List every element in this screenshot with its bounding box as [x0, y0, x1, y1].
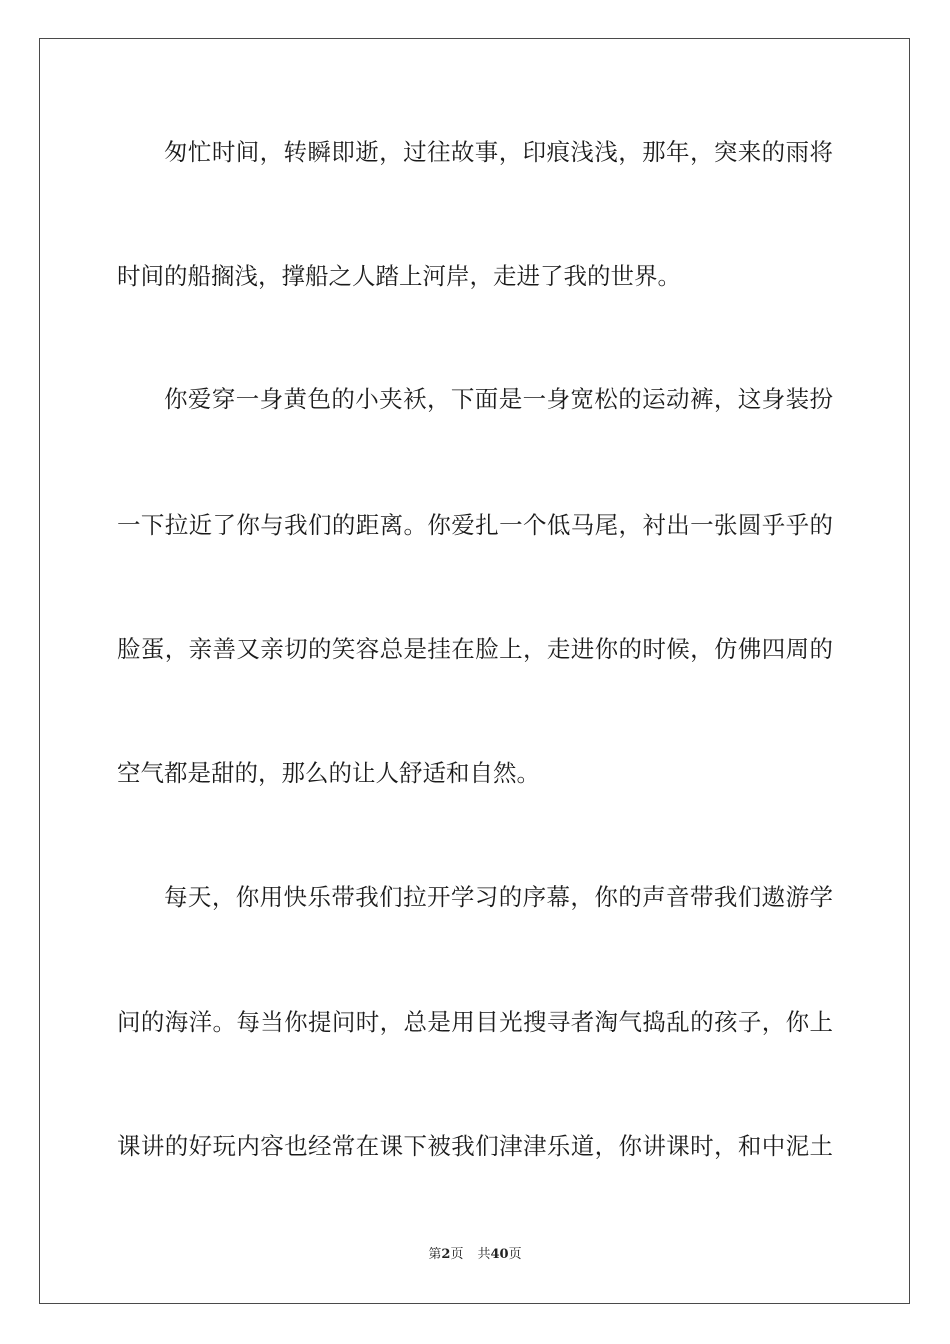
total-suffix: 页	[508, 1247, 522, 1262]
paragraph-3-line-3: 课讲的好玩内容也经常在课下被我们津津乐道，你讲课时，和中泥土	[117, 1132, 833, 1160]
paragraph-3-line-1: 每天，你用快乐带我们拉开学习的序幕，你的声音带我们遨游学	[164, 883, 833, 911]
paragraph-3-line-2: 问的海洋。每当你提问时，总是用目光搜寻者淘气捣乱的孩子，你上	[117, 1008, 833, 1036]
paragraph-2-line-4: 空气都是甜的，那么的让人舒适和自然。	[117, 759, 540, 787]
total-prefix: 共	[477, 1247, 491, 1262]
paragraph-1-line-1: 匆忙时间，转瞬即逝，过往故事，印痕浅浅，那年，突来的雨将	[164, 138, 833, 166]
page-footer	[0, 1246, 950, 1264]
paragraph-1-line-2: 时间的船搁浅，撑船之人踏上河岸，走进了我的世界。	[117, 262, 681, 290]
page-border	[39, 38, 910, 1304]
page-prefix: 第	[428, 1247, 442, 1262]
paragraph-2-line-1: 你爱穿一身黄色的小夹袄，下面是一身宽松的运动裤，这身装扮	[164, 385, 833, 413]
total-pages: 40	[490, 1247, 509, 1262]
page-number: 2	[441, 1247, 451, 1262]
paragraph-2-line-3: 脸蛋，亲善又亲切的笑容总是挂在脸上，走进你的时候，仿佛四周的	[117, 635, 833, 663]
paragraph-2-line-2: 一下拉近了你与我们的距离。你爱扎一个低马尾，衬出一张圆乎乎的	[117, 511, 833, 539]
page-suffix: 页	[450, 1247, 464, 1262]
